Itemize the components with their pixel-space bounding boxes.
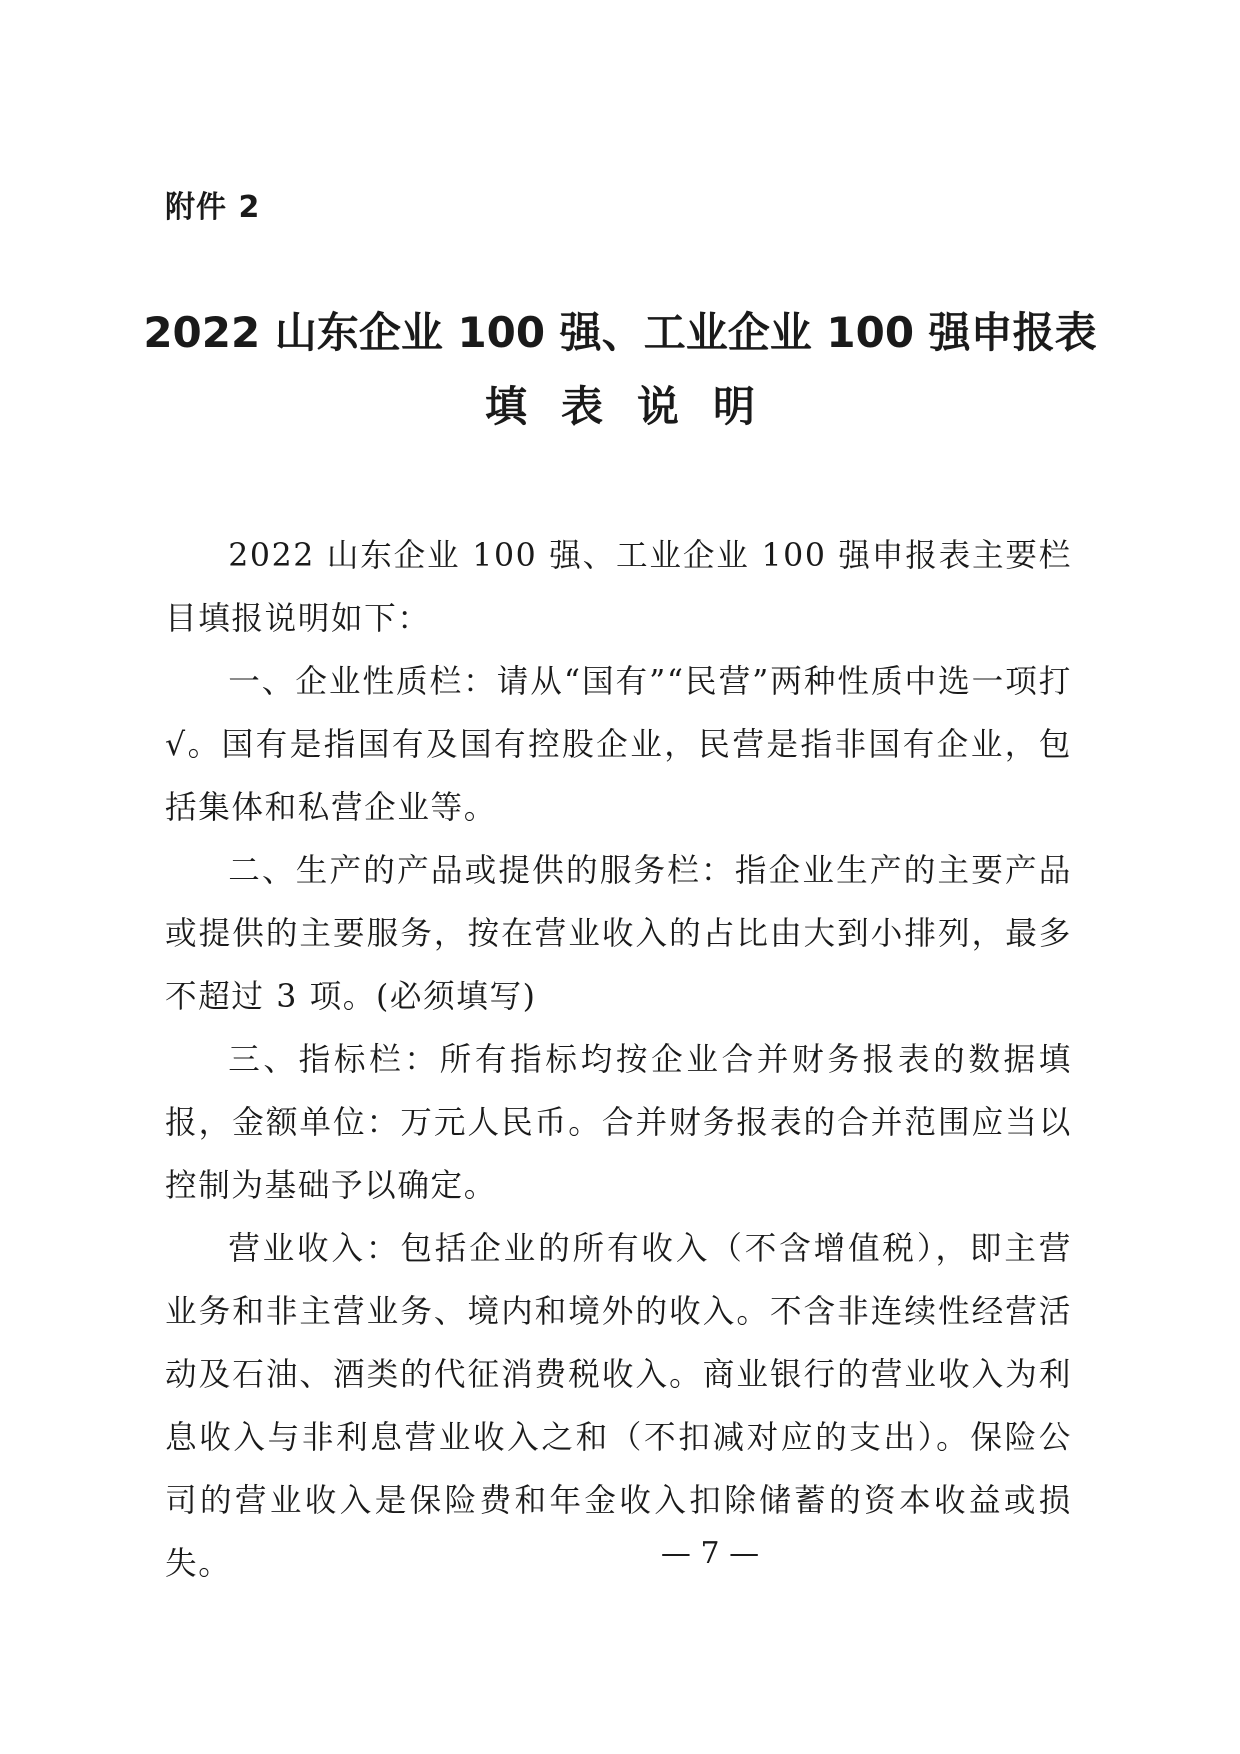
page-number: — 7 — xyxy=(660,1536,760,1571)
paragraph-enterprise-nature: 一、企业性质栏：请从“国有”“民营”两种性质中选一项打√。国有是指国有及国有控股企业，民营是指非国有企业，包括集体和私营企业等。 xyxy=(165,664,1072,826)
attachment-label: 附件 2 xyxy=(165,190,261,225)
document-title: 2022 山东企业 100 强、工业企业 100 强申报表 xyxy=(143,308,1097,357)
paragraph-products-services: 二、生产的产品或提供的服务栏：指企业生产的主要产品或提供的主要服务，按在营业收入的占比由大到小排列，最多不超过 3 项。(必须填写) xyxy=(165,853,1072,1015)
paragraph-intro: 2022 山东企业 100 强、工业企业 100 强申报表主要栏目填报说明如下： xyxy=(165,538,1072,637)
paragraph-operating-revenue: 营业收入：包括企业的所有收入（不含增值税），即主营业务和非主营业务、境内和境外的收入。不含非连续性经营活动及石油、酒类的代征消费税收入。商业银行的营业收入为利息收入与非利息营业收入之和（不扣减对应的支出）。保险公司的营业收入是保险费和年金收入扣除储蓄的资本收益或损失。 xyxy=(165,1231,1072,1582)
body-text xyxy=(165,525,1072,1596)
paragraph-indicators: 三、指标栏：所有指标均按企业合并财务报表的数据填报，金额单位：万元人民币。合并财务报表的合并范围应当以控制为基础予以确定。 xyxy=(165,1042,1072,1204)
document-subtitle: 填表说明 xyxy=(484,382,789,431)
